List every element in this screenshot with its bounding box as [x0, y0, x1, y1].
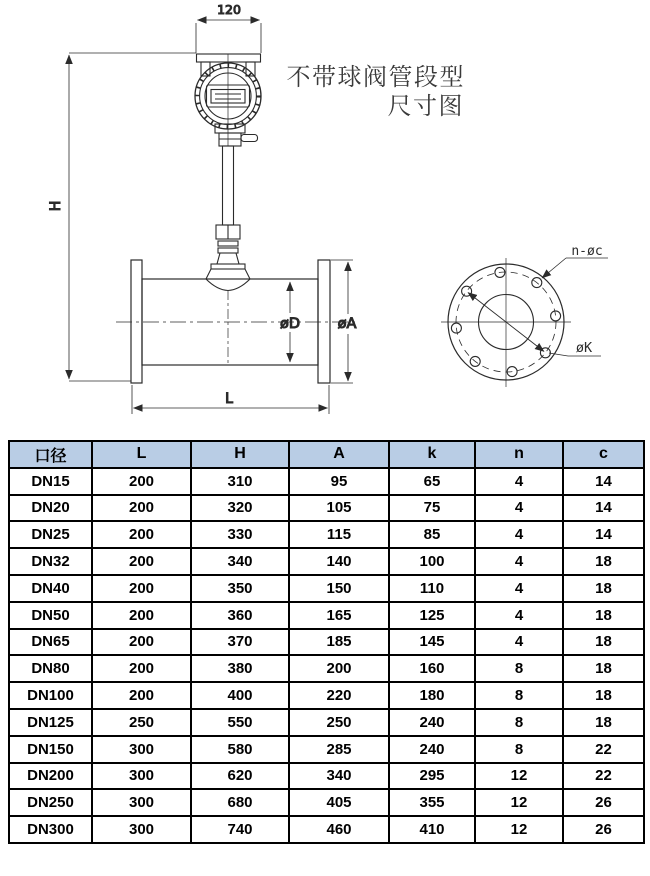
table-cell: 100	[389, 548, 475, 575]
table-cell: 85	[389, 521, 475, 548]
table-cell: 200	[92, 548, 191, 575]
table-cell: 18	[563, 655, 644, 682]
table-cell: 26	[563, 789, 644, 816]
table-cell: 410	[389, 816, 475, 843]
table-cell-dn: DN50	[9, 602, 92, 629]
table-cell: 200	[92, 655, 191, 682]
table-cell: 320	[191, 495, 289, 522]
table-cell: 14	[563, 521, 644, 548]
table-header-cell: k	[389, 441, 475, 468]
table-cell: 620	[191, 763, 289, 790]
table-cell: 340	[289, 763, 389, 790]
table-cell-dn: DN15	[9, 468, 92, 495]
table-cell: 12	[475, 816, 563, 843]
table-cell: 380	[191, 655, 289, 682]
table-cell-dn: DN32	[9, 548, 92, 575]
table-cell: 75	[389, 495, 475, 522]
table-cell: 200	[92, 602, 191, 629]
table-cell: 360	[191, 602, 289, 629]
table-cell: 295	[389, 763, 475, 790]
table-row	[9, 468, 644, 495]
table-header-cell: H	[191, 441, 289, 468]
dim-label-L: L	[225, 391, 233, 407]
table-cell-dn: DN25	[9, 521, 92, 548]
table-cell: 22	[563, 763, 644, 790]
table-row	[9, 629, 644, 656]
dim-120-lines	[196, 20, 261, 53]
table-cell: 300	[92, 763, 191, 790]
table-cell: 740	[191, 816, 289, 843]
table-cell: 250	[289, 709, 389, 736]
table-header-row	[9, 441, 644, 468]
table-row	[9, 548, 644, 575]
flange-front-view	[441, 258, 608, 387]
table-cell: 220	[289, 682, 389, 709]
table-cell: 26	[563, 816, 644, 843]
table-cell: 4	[475, 548, 563, 575]
drawing-title	[287, 64, 466, 120]
table-cell-dn: DN125	[9, 709, 92, 736]
table-row	[9, 816, 644, 843]
table-cell: 680	[191, 789, 289, 816]
table-cell: 350	[191, 575, 289, 602]
table-header-cell: A	[289, 441, 389, 468]
sensor-stem	[206, 124, 258, 291]
table-cell: 300	[92, 789, 191, 816]
table-cell-dn: DN100	[9, 682, 92, 709]
table-row	[9, 789, 644, 816]
table-cell: 330	[191, 521, 289, 548]
table-cell: 580	[191, 736, 289, 763]
pipe-body	[116, 260, 358, 383]
table-cell: 400	[191, 682, 289, 709]
table-cell: 12	[475, 789, 563, 816]
table-cell: 300	[92, 736, 191, 763]
table-cell: 18	[563, 548, 644, 575]
table-cell: 160	[389, 655, 475, 682]
table-cell-dn: DN40	[9, 575, 92, 602]
table-cell: 8	[475, 736, 563, 763]
table-cell: 300	[92, 816, 191, 843]
table-header-cell: L	[92, 441, 191, 468]
table-row	[9, 602, 644, 629]
table-cell: 200	[92, 629, 191, 656]
dim-label-A: øA	[337, 316, 357, 332]
table-cell: 200	[92, 495, 191, 522]
table-cell: 8	[475, 682, 563, 709]
table-cell: 355	[389, 789, 475, 816]
table-cell: 4	[475, 629, 563, 656]
table-cell: 8	[475, 709, 563, 736]
table-cell: 340	[191, 548, 289, 575]
table-cell-dn: DN150	[9, 736, 92, 763]
transmitter-head	[195, 54, 261, 146]
leader-n-oc	[542, 258, 608, 278]
table-row	[9, 736, 644, 763]
table-row	[9, 495, 644, 522]
table-cell-dn: DN80	[9, 655, 92, 682]
table-cell: 150	[289, 575, 389, 602]
table-cell: 200	[92, 521, 191, 548]
table-cell: 185	[289, 629, 389, 656]
dim-label-H: H	[48, 200, 64, 212]
table-row	[9, 575, 644, 602]
table-cell: 18	[563, 682, 644, 709]
table-cell: 18	[563, 575, 644, 602]
table-cell-dn: DN200	[9, 763, 92, 790]
table-cell: 550	[191, 709, 289, 736]
table-header-cell: c	[563, 441, 644, 468]
table-body	[9, 468, 644, 843]
table-cell-dn: DN300	[9, 816, 92, 843]
table-cell: 4	[475, 468, 563, 495]
table-cell: 18	[563, 709, 644, 736]
table-cell: 370	[191, 629, 289, 656]
table-header	[9, 441, 644, 468]
table-cell: 4	[475, 575, 563, 602]
table-cell-dn: DN65	[9, 629, 92, 656]
table-header-cell: n	[475, 441, 563, 468]
table-row	[9, 709, 644, 736]
dim-label-oK: øK	[575, 340, 593, 356]
table-cell: 22	[563, 736, 644, 763]
table-cell: 405	[289, 789, 389, 816]
table-cell: 14	[563, 468, 644, 495]
table-cell: 180	[389, 682, 475, 709]
dimension-table	[8, 440, 645, 844]
table-cell-dn: DN250	[9, 789, 92, 816]
table-row	[9, 763, 644, 790]
table-cell: 12	[475, 763, 563, 790]
table-cell: 18	[563, 602, 644, 629]
table-cell: 4	[475, 495, 563, 522]
table-cell: 105	[289, 495, 389, 522]
dim-H-lines	[69, 53, 196, 381]
table-cell: 240	[389, 736, 475, 763]
dim-label-n-oc: n-øc	[571, 244, 603, 259]
table-cell: 8	[475, 655, 563, 682]
table-cell: 250	[92, 709, 191, 736]
dimension-table-wrap	[8, 440, 643, 844]
table-cell: 200	[92, 682, 191, 709]
table-cell: 240	[389, 709, 475, 736]
table-cell: 165	[289, 602, 389, 629]
table-cell-dn: DN20	[9, 495, 92, 522]
table-cell: 460	[289, 816, 389, 843]
table-cell: 200	[92, 575, 191, 602]
table-cell: 285	[289, 736, 389, 763]
table-cell: 95	[289, 468, 389, 495]
dim-label-120: 120	[217, 2, 241, 17]
table-cell: 140	[289, 548, 389, 575]
table-cell: 4	[475, 521, 563, 548]
table-cell: 14	[563, 495, 644, 522]
table-cell: 200	[92, 468, 191, 495]
table-cell: 125	[389, 602, 475, 629]
drawing-title-line2: 尺寸图	[387, 93, 464, 120]
table-cell: 4	[475, 602, 563, 629]
table-cell: 18	[563, 629, 644, 656]
dim-label-D: øD	[279, 316, 301, 332]
drawing-title-line1: 不带球阀管段型	[286, 64, 465, 91]
table-cell: 200	[289, 655, 389, 682]
table-cell: 310	[191, 468, 289, 495]
table-cell: 65	[389, 468, 475, 495]
table-cell: 110	[389, 575, 475, 602]
table-row	[9, 655, 644, 682]
table-cell: 145	[389, 629, 475, 656]
table-row	[9, 682, 644, 709]
table-cell: 115	[289, 521, 389, 548]
table-header-cell: 口径	[9, 441, 92, 468]
table-row	[9, 521, 644, 548]
